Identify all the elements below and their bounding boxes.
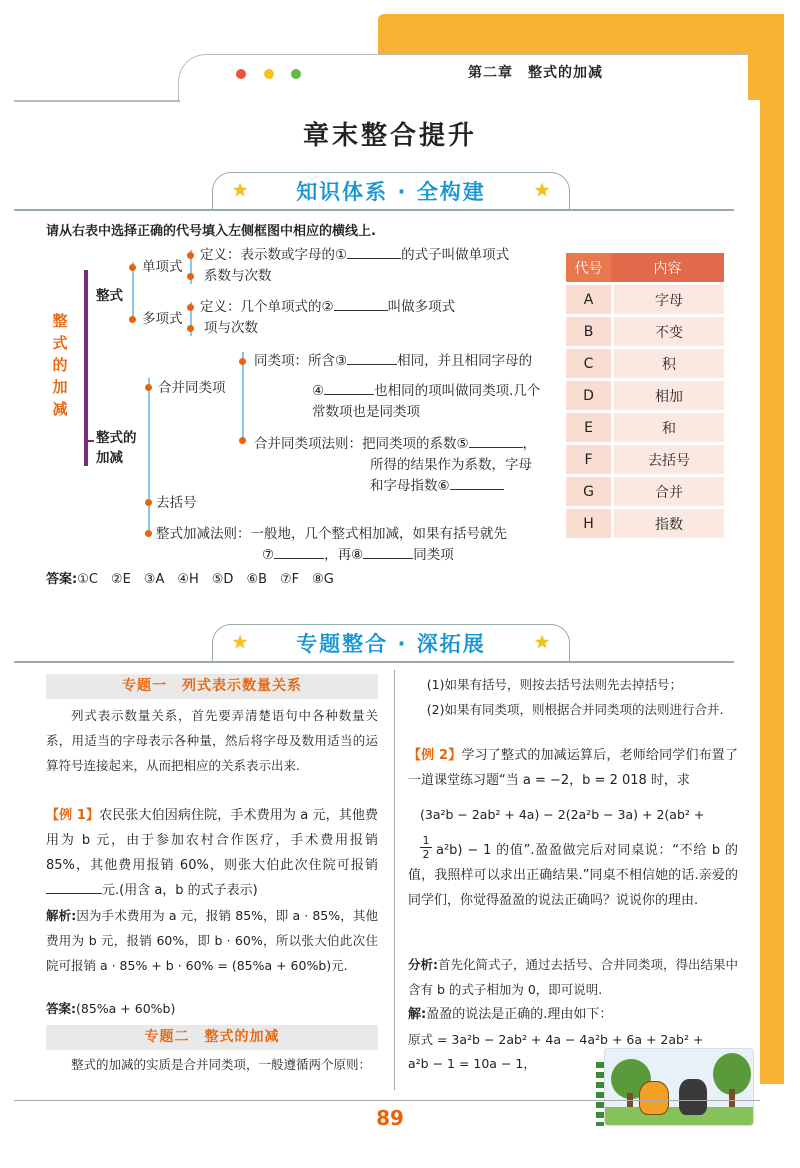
dan-definition: 定义：表示数或字母的① 的式子叫做单项式 (200, 247, 510, 263)
code-cell: B (566, 317, 611, 346)
fraction-denominator: 2 (422, 848, 430, 861)
example2-expression: (3a²b − 2ab² + 4a) − 2(2a²b − 3a) + 2(ab² + (420, 807, 705, 822)
rule-1: (1)如果有括号，则按去括号法则先去掉括号； (426, 677, 682, 692)
blank-5[interactable] (469, 447, 523, 448)
node-jiajian-2: 加减 (96, 450, 123, 466)
example2-calc1: 原式 = 3a²b − 2ab² + 4a − 4a²b + 6a + 2ab² + (408, 1032, 704, 1047)
star-icon: ★ (534, 632, 551, 653)
node-duoxiangshi: 多项式 (142, 311, 183, 327)
bullet (129, 316, 136, 323)
banner-topic-line (14, 661, 734, 663)
table-row (566, 477, 724, 506)
fz-line3: 和字母指数⑥ (370, 476, 504, 496)
topic1-intro: 列式表示数量关系，首先要弄清楚语句中各种数量关系，用适当的字母表示各种量，然后将字母及数用适当的运算符号连接起来，从而把相应的关系表示出来. (46, 708, 378, 773)
diagram-root-bar (84, 270, 88, 466)
content-cell: 和 (611, 413, 724, 442)
star-icon: ★ (534, 180, 551, 201)
content-cell: 积 (611, 349, 724, 378)
header-dot-red (236, 69, 246, 79)
banner-knowledge: 知识体系 · 全构建 (296, 180, 486, 204)
fraction-numerator: 1 (420, 834, 432, 848)
diagram-root-label: 整 式 的 加 减 (52, 312, 68, 418)
star-icon: ★ (232, 180, 249, 201)
blank-example1[interactable] (46, 893, 102, 894)
page-title: 章末整合提升 (302, 121, 477, 151)
example2-calc2: a²b − 1 = 10a − 1， (408, 1056, 536, 1071)
bullet (145, 384, 152, 391)
duo-sub: 项与次数 (204, 320, 258, 336)
connector (132, 262, 134, 322)
fz-line2: 所得的结果作为系数，字母 (370, 457, 532, 473)
jj-line2: ⑦ ，再⑧ 同类项 (262, 547, 454, 563)
example2-tail: a²b) − 1 的值”.盈盈做完后对同桌说：“不给 b 的值，我照样可以求出正确结果.”同桌不相信她的话.亲爱的同学们，你觉得盈盈的说法正确吗？说说你的理由. (408, 843, 738, 908)
code-cell: E (566, 413, 611, 442)
connector (242, 352, 244, 444)
page-number: 89 (376, 1106, 404, 1130)
blank-6[interactable] (450, 489, 504, 490)
table-header: 内容 (611, 253, 724, 282)
node-jiajian: 整式的 (96, 430, 137, 446)
node-qukuohao: 去括号 (156, 495, 197, 511)
blank-4[interactable] (324, 394, 374, 395)
header-dot-yellow (264, 69, 274, 79)
bullet (187, 325, 194, 332)
footer-line (14, 1100, 760, 1101)
node-zhengshi: 整式 (96, 288, 123, 304)
content-cell: 相加 (611, 381, 724, 410)
blank-8[interactable] (363, 558, 413, 559)
bullet (145, 499, 152, 506)
table-row (566, 445, 724, 474)
instruction: 请从右表中选择正确的代号填入左侧框图中相应的横线上. (46, 224, 376, 239)
connector (148, 378, 150, 534)
example2-analysis: 分析:首先化简式子，通过去括号、合并同类项，得出结果中含有 b 的式子相加为 0，即可说明. (408, 957, 739, 997)
topic1-title: 专题一 列式表示数量关系 (46, 674, 378, 699)
bullet (239, 358, 246, 365)
bullet (239, 437, 246, 444)
tlx-line2: ④ 也相同的项叫做同类项.几个 (312, 383, 541, 399)
duo-definition: 定义：几个单项式的② 叫做多项式 (200, 299, 456, 315)
example2-solution: 解:盈盈的说法是正确的.理由如下： (408, 1007, 613, 1022)
answer-line: 答案:①C ②E ③A ④H ⑤D ⑥B ⑦F ⑧G (46, 572, 334, 587)
example1-answer: 答案:(85%a + 60%b) (46, 1001, 176, 1016)
header-dot-green (291, 69, 301, 79)
blank-7[interactable] (274, 558, 324, 559)
topic2-intro: 整式的加减的实质是合并同类项，一般遵循两个原则： (71, 1057, 372, 1072)
connector (84, 440, 94, 442)
bullet (145, 530, 152, 537)
table-header-row (566, 253, 724, 282)
table-row (566, 381, 724, 410)
node-hebing: 合并同类项 (158, 380, 226, 396)
content-cell: 去括号 (611, 445, 724, 474)
topic2-title: 专题二 整式的加减 (46, 1025, 378, 1050)
code-cell: G (566, 477, 611, 506)
content-cell: 合并 (611, 477, 724, 506)
jj-line1: 整式加减法则：一般地，几个整式相加减，如果有括号就先 (156, 526, 507, 542)
code-table (566, 250, 724, 541)
example1-solution: 解析:因为手术费用为 a 元，报销 85%，即 a · 85%，其他费用为 b 元，报销 60%，即 b · 60%，所以张大伯此次住院可报销 a · 85% + b · 60% = (85%a + 60%b)元. (46, 908, 379, 973)
rule-2: (2)如果有同类项，则根据合并同类项的法则进行合并. (426, 702, 724, 717)
code-cell: A (566, 285, 611, 314)
content-cell: 指数 (611, 509, 724, 538)
tlx-line3: 常数项也是同类项 (312, 404, 420, 420)
code-cell: H (566, 509, 611, 538)
code-cell: C (566, 349, 611, 378)
bullet (187, 252, 194, 259)
column-divider (394, 670, 395, 1090)
table-header: 代号 (566, 253, 611, 282)
banner-topic: 专题整合 · 深拓展 (296, 632, 486, 656)
example1: 【例 1】农民张大伯因病住院，手术费用为 a 元，其他费用为 b 元，由于参加农村合作医疗，手术费用报销 85%，其他费用报销 60%，则张大伯此次住院可报销元.(用含 a，b 的式子表示) (46, 808, 378, 898)
code-cell: D (566, 381, 611, 410)
code-cell: F (566, 445, 611, 474)
dan-sub: 系数与次数 (204, 268, 272, 284)
header-tab (178, 54, 748, 102)
content-cell: 字母 (611, 285, 724, 314)
bullet (187, 273, 194, 280)
table-row (566, 285, 724, 314)
header-line (14, 100, 180, 102)
chapter-label: 第二章 整式的加减 (468, 65, 603, 81)
table-row (566, 349, 724, 378)
star-icon: ★ (232, 632, 249, 653)
bullet (187, 304, 194, 311)
table-row (566, 509, 724, 538)
node-danxiangshi: 单项式 (142, 259, 183, 275)
blank-1[interactable] (347, 258, 401, 259)
banner-knowledge-line (14, 209, 734, 211)
blank-3[interactable] (347, 364, 397, 365)
example2: 【例 2】学习了整式的加减运算后，老师给同学们布置了一道课堂练习题“当 a = −2，b = 2 018 时，求 (408, 748, 738, 788)
content-cell: 不变 (611, 317, 724, 346)
blank-2[interactable] (334, 310, 388, 311)
bullet (129, 264, 136, 271)
fz-line1: 合并同类项法则：把同类项的系数⑤ ， (254, 436, 537, 452)
table-row (566, 413, 724, 442)
tlx-line1: 同类项：所含③ 相同，并且相同字母的 (254, 353, 533, 369)
table-row (566, 317, 724, 346)
